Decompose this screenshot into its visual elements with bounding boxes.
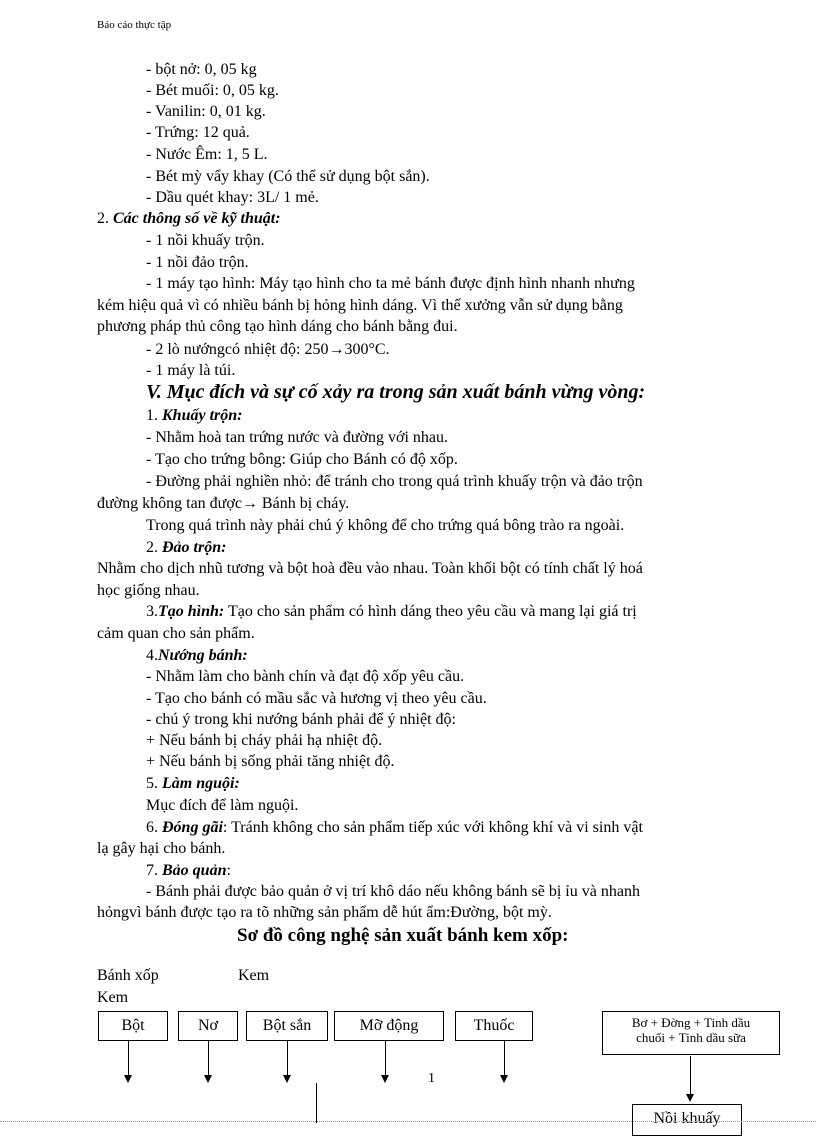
text-line: - 2 lò nướngcó nhiệt độ: 250→300°C. (146, 341, 390, 358)
connector-line (504, 1041, 505, 1075)
section-heading-2 (97, 208, 281, 229)
text-line: - Đường phải nghiền nhỏ: để tránh cho trong quá trình khuấy trộn và đảo trộn (146, 473, 643, 490)
subsection-number: 4. (146, 647, 158, 664)
diagram-label: Kem (238, 967, 270, 984)
text-line: - bột nở: 0, 05 kg (146, 61, 257, 78)
text-line: kém hiệu quả vì có nhiều bánh bị hỏng hình dáng. Vì thế xưởng vẫn sử dụng bằng (97, 297, 623, 314)
subsection-number: 7. (146, 862, 162, 879)
subsection-title: Bảo quản (162, 862, 227, 879)
subsection-heading (146, 405, 242, 426)
diagram-label: Kem (97, 989, 129, 1006)
subsection-heading (146, 645, 248, 666)
running-header: Báo cáo thực tập (97, 19, 172, 31)
text-line: - chú ý trong khi nướng bánh phải để ý nhiệt độ: (146, 711, 456, 728)
arrow-down-icon (381, 1075, 389, 1083)
section-title: Các thông số về kỹ thuật: (113, 210, 281, 227)
subsection-heading (146, 773, 240, 794)
subsection-text: : (226, 862, 231, 879)
flow-box-bot-san: Bột sắn (246, 1011, 328, 1041)
chapter-heading: V. Mục đích và sự cố xảy ra trong sản xuất bánh vừng vòng: (146, 381, 646, 403)
text-line: Mục đích để làm nguội. (146, 797, 299, 814)
text-line: cảm quan cho sản phẩm. (97, 625, 255, 642)
subsection-number: 6. (146, 819, 162, 836)
connector-line (287, 1041, 288, 1075)
section-number: 2. (97, 210, 113, 227)
text-line: hỏngvì bánh được tạo ra tõ những sản phẩm dễ hút ẩm:Đường, bột mỳ. (97, 904, 552, 921)
text-line: - Bánh phải được bảo quản ở vị trí khô dáo nếu không bánh sẽ bị ỉu và nhanh (146, 883, 640, 900)
subsection-title: Khuấy trộn: (162, 407, 243, 424)
subsection-title: Đảo trộn: (162, 539, 227, 556)
text-line: - Trứng: 12 quả. (146, 124, 250, 141)
subsection-title: Nướng bánh: (158, 647, 248, 664)
diagram-title: Sơ đồ công nghệ sản xuất bánh kem xốp: (237, 925, 569, 946)
subsection-text: : Tránh không cho sản phẩm tiếp xúc với không khí và vi sinh vật (222, 819, 643, 836)
connector-line (385, 1041, 386, 1075)
diagram-label: Bánh xốp (97, 967, 159, 984)
flow-box-no: Nơ (178, 1011, 238, 1041)
subsection-number: 2. (146, 539, 162, 556)
page-break-rule (0, 1121, 816, 1122)
page-number: 1 (428, 1071, 435, 1086)
subsection-number: 5. (146, 775, 162, 792)
flow-box-mo-dong: Mỡ động (334, 1011, 444, 1041)
text-line: - 1 máy tạo hình: Máy tạo hình cho ta mẻ bánh được định hình nhanh nhưng (146, 275, 635, 292)
subsection-number: 1. (146, 407, 162, 424)
flow-box-bot: Bột (98, 1011, 168, 1041)
text-line: Nhằm cho dịch nhũ tương và bột hoà đều vào nhau. Toàn khối bột có tính chất lý hoá (97, 560, 643, 577)
text-line: - Tạo cho trứng bông: Giúp cho Bánh có độ xốp. (146, 451, 458, 468)
text-line: - Bét mỳ vẩy khay (Có thể sử dụng bột sắn). (146, 168, 430, 185)
flow-box-noi-khuay: Nồi khuấy (632, 1104, 742, 1136)
box-line: Bơ + Đờng + Tinh dầu (631, 1015, 751, 1030)
flow-box-ingredients (602, 1011, 780, 1055)
subsection-title: Đóng gãi (162, 819, 223, 836)
connector-line (208, 1041, 209, 1075)
text-line: - Tạo cho bánh có mầu sắc và hương vị theo yêu cầu. (146, 690, 487, 707)
text-line: - Nước Êm: 1, 5 L. (146, 146, 268, 163)
subsection-heading (146, 537, 226, 558)
text-line: - Nhằm hoà tan trứng nước và đường với nhau. (146, 429, 448, 446)
text-line: Trong quá trình này phải chú ý không để cho trứng quá bông trào ra ngoài. (146, 517, 625, 534)
text-line: phương pháp thủ công tạo hình dáng cho bánh bằng đui. (97, 318, 458, 335)
text-line: lạ gây hại cho bánh. (97, 840, 226, 857)
text-line: - 1 máy là túi. (146, 362, 236, 379)
arrow-down-icon (283, 1075, 291, 1083)
arrow-down-icon (686, 1094, 694, 1102)
text-line: đường không tan được→ Bánh bị cháy. (97, 495, 350, 512)
text-line: + Nếu bánh bị cháy phải hạ nhiệt độ. (146, 732, 383, 749)
text-line: - Dầu quét khay: 3L/ 1 mẻ. (146, 189, 319, 206)
connector-line (690, 1056, 691, 1094)
connector-line (316, 1083, 317, 1123)
flow-box-thuoc: Thuốc (455, 1011, 533, 1041)
subsection-title: Tạo hình: (158, 603, 225, 620)
subsection-title: Làm nguội: (162, 775, 240, 792)
text-line: học giống nhau. (97, 582, 200, 599)
text-line: + Nếu bánh bị sống phải tăng nhiệt độ. (146, 753, 395, 770)
text-line: - 1 nồi đảo trộn. (146, 254, 249, 271)
text-line: - Bét muối: 0, 05 kg. (146, 82, 279, 99)
arrow-down-icon (124, 1075, 132, 1083)
text-line: - Nhằm làm cho bành chín và đạt độ xốp yêu cầu. (146, 668, 465, 685)
connector-line (128, 1041, 129, 1075)
arrow-down-icon (500, 1075, 508, 1083)
subsection-heading (146, 860, 231, 881)
text-line: - 1 nồi khuấy trộn. (146, 232, 265, 249)
subsection-heading (146, 817, 643, 838)
subsection-heading (146, 601, 637, 622)
box-line: chuối + Tinh dầu sữa (636, 1030, 746, 1045)
subsection-number: 3. (146, 603, 158, 620)
text-line: - Vanilin: 0, 01 kg. (146, 103, 266, 120)
arrow-down-icon (204, 1075, 212, 1083)
subsection-text: Tạo cho sản phẩm có hình dáng theo yêu cầu và mang lại giá trị (224, 603, 637, 620)
